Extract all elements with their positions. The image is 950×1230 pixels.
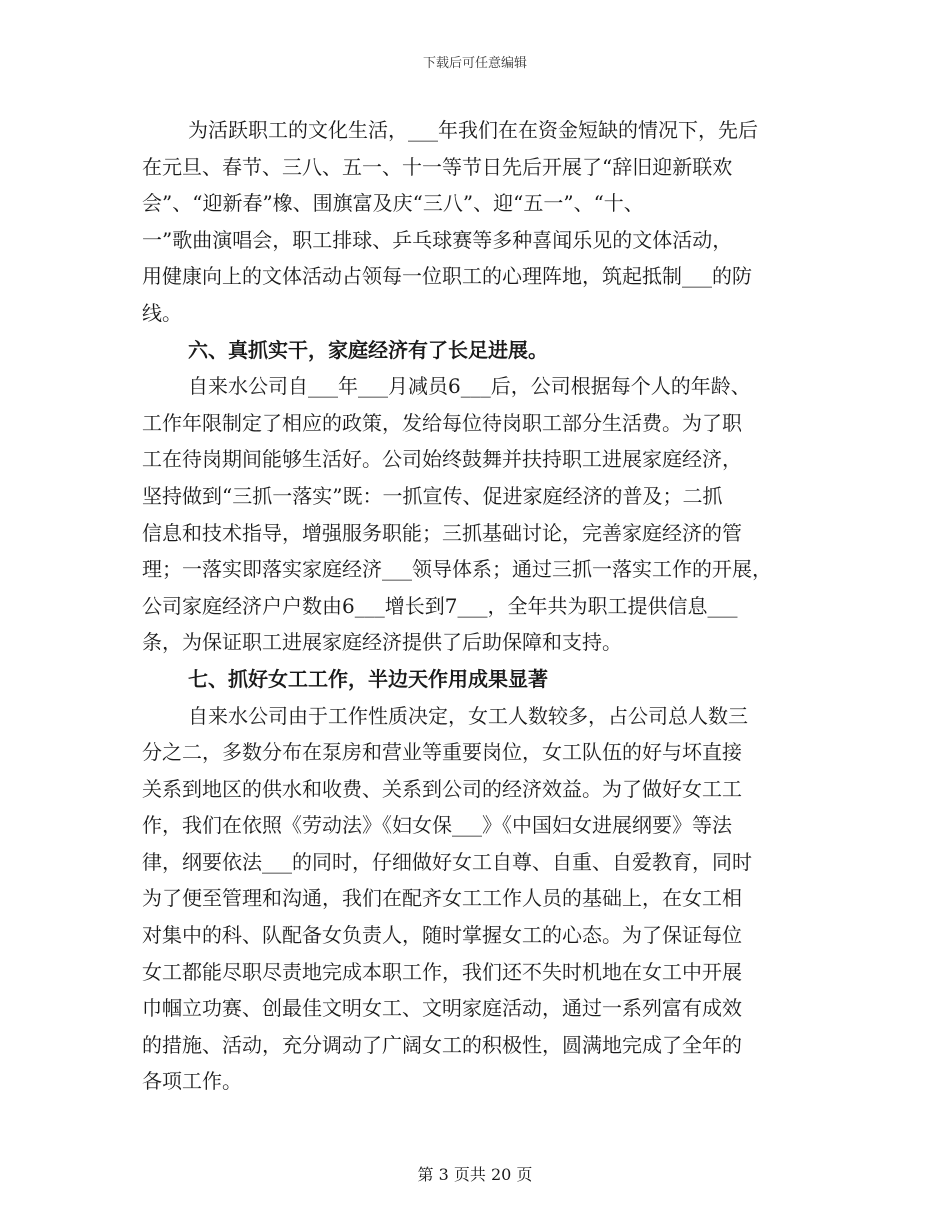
text-line: 会”、“迎新春”橡、围旗富及庆“三八”、迎“五一”、“十、 <box>142 191 644 216</box>
text-line: 为活跃职工的文化生活，___年我们在在资金短缺的情况下，先后 <box>188 118 758 142</box>
text-line: 对集中的科、队配备女负责人，随时掌握女工的心态。为了保证每位 <box>142 923 742 948</box>
text-line: 为了便至管理和沟通，我们在配齐女工工作人员的基础上，在女工相 <box>142 886 742 911</box>
text-line: 信息和技术指导，增强服务职能；三抓基础讨论，完善家庭经济的管 <box>142 520 742 545</box>
text-line: 关系到地区的供水和收费、关系到公司的经济效益。为了做好女工工 <box>142 776 742 801</box>
text-line: 巾帼立功赛、创最佳文明女工、文明家庭活动，通过一系列富有成效 <box>142 996 742 1021</box>
document-body <box>142 112 802 1100</box>
text-line: 的措施、活动，充分调动了广阔女工的积极性，圆满地完成了全年的 <box>142 1032 742 1057</box>
text-line: 律，纲要依法___的同时，仔细做好女工自尊、自重、自爱教育，同时 <box>142 849 752 874</box>
text-line: 用健康向上的文体活动占领每一位职工的心理阵地，筑起抵制___的防 <box>142 264 752 289</box>
text-line: 在元旦、春节、三八、五一、十一等节日先后开展了“辞旧迎新联欢 <box>142 154 733 179</box>
page-number: 第 3 页共 20 页 <box>417 1165 533 1184</box>
text-line: 女工都能尽职尽责地完成本职工作，我们还不失时机地在女工中开展 <box>142 959 742 984</box>
section-heading: 七、抓好女工工作，半边天作用成果显著 <box>188 666 548 691</box>
text-line: 线。 <box>142 300 182 325</box>
text-line: 分之二，多数分布在泵房和营业等重要岗位，女工队伍的好与坏直接 <box>142 740 742 765</box>
text-line: 自来水公司由于工作性质决定，女工人数较多，占公司总人数三 <box>188 703 748 728</box>
text-line: 坚持做到“三抓一落实”既：一抓宣传、促进家庭经济的普及；二抓 <box>142 483 723 508</box>
text-line: 理；一落实即落实家庭经济___领导体系；通过三抓一落实工作的开展， <box>142 557 772 582</box>
text-line: 作，我们在依照《劳动法》《妇女保___》《中国妇女进展纲要》等法 <box>142 813 732 838</box>
page-header: 下载后可任意编辑 <box>422 56 527 71</box>
text-line: 各项工作。 <box>142 1069 242 1094</box>
text-line: 工在待岗期间能够生活好。公司始终鼓舞并扶持职工进展家庭经济， <box>142 447 742 472</box>
text-line: 工作年限制定了相应的政策，发给每位待岗职工部分生活费。为了职 <box>142 410 742 435</box>
text-line: 公司家庭经济户户数由6___增长到7___，全年共为职工提供信息___ <box>142 593 738 618</box>
text-line: 一”歌曲演唱会，职工排球、乒乓球赛等多种喜闻乐见的文体活动， <box>142 227 733 252</box>
text-line: 自来水公司自___年___月减员6___后，公司根据每个人的年龄、 <box>188 374 751 399</box>
text-line: 条，为保证职工进展家庭经济提供了后助保障和支持。 <box>142 630 622 655</box>
section-heading: 六、真抓实干，家庭经济有了长足进展。 <box>188 337 548 362</box>
